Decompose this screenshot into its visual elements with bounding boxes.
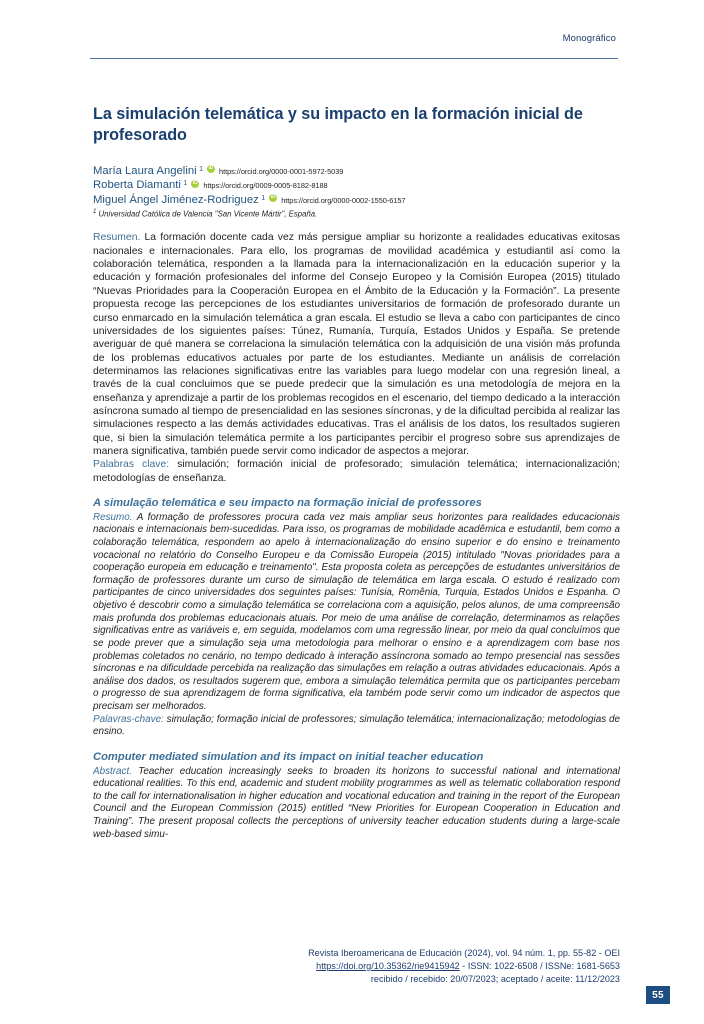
orcid-link[interactable]: https://orcid.org/0000-0001-5972-5039 — [219, 166, 344, 176]
author-entry — [93, 165, 620, 177]
author-list — [93, 165, 620, 219]
keywords-text-es: simulación; formación inicial de profesorado; simulación telemática; internacionalización; metodologías de enseñanza. — [93, 459, 620, 484]
orcid-id-icon[interactable] — [191, 180, 199, 188]
footer-issn: - ISSN: 1022-6508 / ISSNe: 1681-5653 — [459, 960, 620, 971]
abstract-body-es: La formación docente cada vez más persigue ampliar su horizonte a realidades educativas exitosas nacionales e internacionales. Para ello, los programas de movilidad académica y estudiantil así como la colaboración telemática, responden a la llamada para la internacionalización en la educación superior y la educación y formación profesionales del informe del Consejo Europeo y la Comisión Europea (2015) titulado “Nuevas Prioridades para la Cooperación Europea en el Ámbito de la Educación y la Formación”. La presente propuesta recoge las percepciones de los estudiantes universitarios de formación de profesorado durante un curso enmarcado en la simulación telemática a gran escala. El estudio se lleva a cabo con participantes de cinco universidades de los siguientes países: Túnez, Rumanía, Turquía, Estados Unidos y España. Se pretende averiguar de qué manera se correlaciona la simulación telemática con la adquisición de una visión más profunda de los problemas educativos actuales por parte de los estudiantes. Mediante un análisis de correlación determinamos las relaciones significativas entre las variables para luego modelar con una regresión lineal, a través de la cual concluimos que se puede predecir que la simulación es una metodología de mejora en la enseñanza y aprendizaje a partir de los problemas recogidos en el escenario, del tiempo dedicado a la interacción asíncrona sumado al tiempo de presencialidad en las sesiones síncronas, y de la dificultad percibida al realizar las simulaciones respecto a las demás actividades educativas. Tras el análisis de los datos, los resultados sugieren que, si bien la simulación telemática permite a los participantes percibir el progreso sobre sus aprendizajes de manera significativa, también puede servir como indicador de aspectos a mejorar. — [93, 232, 620, 458]
author-entry — [93, 194, 620, 206]
abstract-spanish — [93, 231, 620, 485]
orcid-id-icon[interactable] — [269, 194, 277, 202]
affiliation-text: Universidad Católica de Valencia "San Vicente Mártir", España. — [96, 209, 318, 219]
page-number-badge: 55 — [646, 986, 670, 1004]
abstract-label-en: Abstract. — [93, 765, 132, 777]
author-name: María Laura Angelini — [93, 164, 197, 177]
article-content — [93, 104, 620, 841]
abstract-body-en: Teacher education increasingly seeks to broaden its horizons to successful national and international educational realities. To this end, academic and student mobility programmes as well as telematic collaboration respond to the call for internationalisation in higher education and vocational education and training in the report of the European Council and the European Commission (2015) entitled “New Priorities for European Cooperation in Education and Training”. The present proposal collects the perceptions of university teacher education students during a large-scale web-based simu- — [93, 765, 620, 840]
keywords-label-es: Palabras clave: — [93, 459, 170, 471]
abstract-portuguese-text — [93, 512, 620, 714]
abstract-body-pt: A formação de professores procura cada vez mais ampliar seus horizontes para realidades educacionais nacionais e internacionais bem-sucedidas. Para isso, os programas de mobilidade acadêmica e estudantil, bem como a colaboração telemática, respondem ao apelo à internacionalização do ensino superior e do ensino e treinamento vocacional no relatório do Conselho Europeu e da Comissão Europeia (2015) intitulado "Novas prioridades para a cooperação europeia em educação e treinamento". Esta proposta coleta as percepções de estudantes universitários de formação de professores durante um curso de simulação de telemática em larga escala. O estudo é realizado com participantes de cinco universidades dos seguintes países: Tunísia, Romênia, Turquia, Estados Unidos e Espanha. O objetivo é descobrir como a simulação telemática se correlaciona com a aquisição, pelos alunos, de uma compreensão mais profunda dos problemas educacionais atuais. Por meio de uma análise de correlação, determinamos as relações significativas entre as variáveis e, em seguida, modelamos com uma regressão linear, por meio da qual concluímos que se pode prever que a simulação seja uma metodologia para melhorar o ensino e a aprendizagem com base nos problemas coletados no cenário, no tempo dedicado à interação assíncrona somado ao tempo presencial nas sessões síncronas e na dificuldade percebida na realização das simulações em relação a outras atividades educacionais. Após a análise dos dados, os resultados sugerem que, embora a simulação telemática permita que os participantes percebam o progresso de sua aprendizagem de forma significativa, ela também pode servir como um indicador de aspectos que precisam ser melhorados. — [93, 511, 620, 713]
author-affiliation-marker: 1 — [199, 165, 204, 173]
orcid-id-icon[interactable] — [207, 165, 215, 173]
author-entry — [93, 179, 620, 191]
author-affiliation-marker: 1 — [261, 194, 266, 202]
page-footer — [93, 947, 620, 986]
keywords-text-pt: simulação; formação inicial de professores; simulação telemática; internacionalização; metodologias de ensino. — [93, 713, 620, 738]
abstract-heading-pt: A simulação telemática e seu impacto na formação inicial de professores — [93, 497, 482, 510]
keywords-spanish — [93, 458, 620, 485]
doi-link[interactable]: https://doi.org/10.35362/rie9415942 — [316, 960, 460, 971]
footer-doi-line — [93, 960, 620, 973]
abstract-spanish-text — [93, 231, 620, 458]
abstract-heading-en: Computer mediated simulation and its impact on initial teacher education — [93, 750, 484, 763]
keywords-label-pt: Palavras-chave: — [93, 713, 164, 725]
abstract-english-text — [93, 766, 620, 842]
abstract-portuguese — [93, 496, 620, 739]
header-divider — [90, 58, 618, 59]
footer-journal-line: Revista Iberoamericana de Educación (2024), vol. 94 núm. 1, pp. 55-82 - OEI — [308, 948, 620, 958]
affiliation-marker: 1 — [93, 208, 97, 215]
affiliation-note — [93, 209, 620, 219]
author-name: Roberta Diamanti — [93, 179, 181, 192]
author-name: Miguel Ángel Jiménez-Rodriguez — [93, 193, 259, 206]
footer-dates-line: recibido / recebido: 20/07/2023; aceptado / aceite: 11/12/2023 — [370, 973, 620, 984]
keywords-portuguese — [93, 714, 620, 739]
page-title: La simulación telemática y su impacto en la formación inicial de profesorado — [93, 105, 583, 145]
abstract-english — [93, 750, 620, 841]
orcid-link[interactable]: https://orcid.org/0000-0002-1550-6157 — [281, 195, 406, 205]
orcid-link[interactable]: https://orcid.org/0009-0005-8182-8188 — [203, 181, 328, 191]
abstract-label-es: Resumen. — [93, 232, 141, 244]
author-affiliation-marker: 1 — [183, 180, 188, 188]
running-head: Monográfico — [562, 33, 616, 44]
abstract-label-pt: Resumo. — [93, 511, 133, 523]
